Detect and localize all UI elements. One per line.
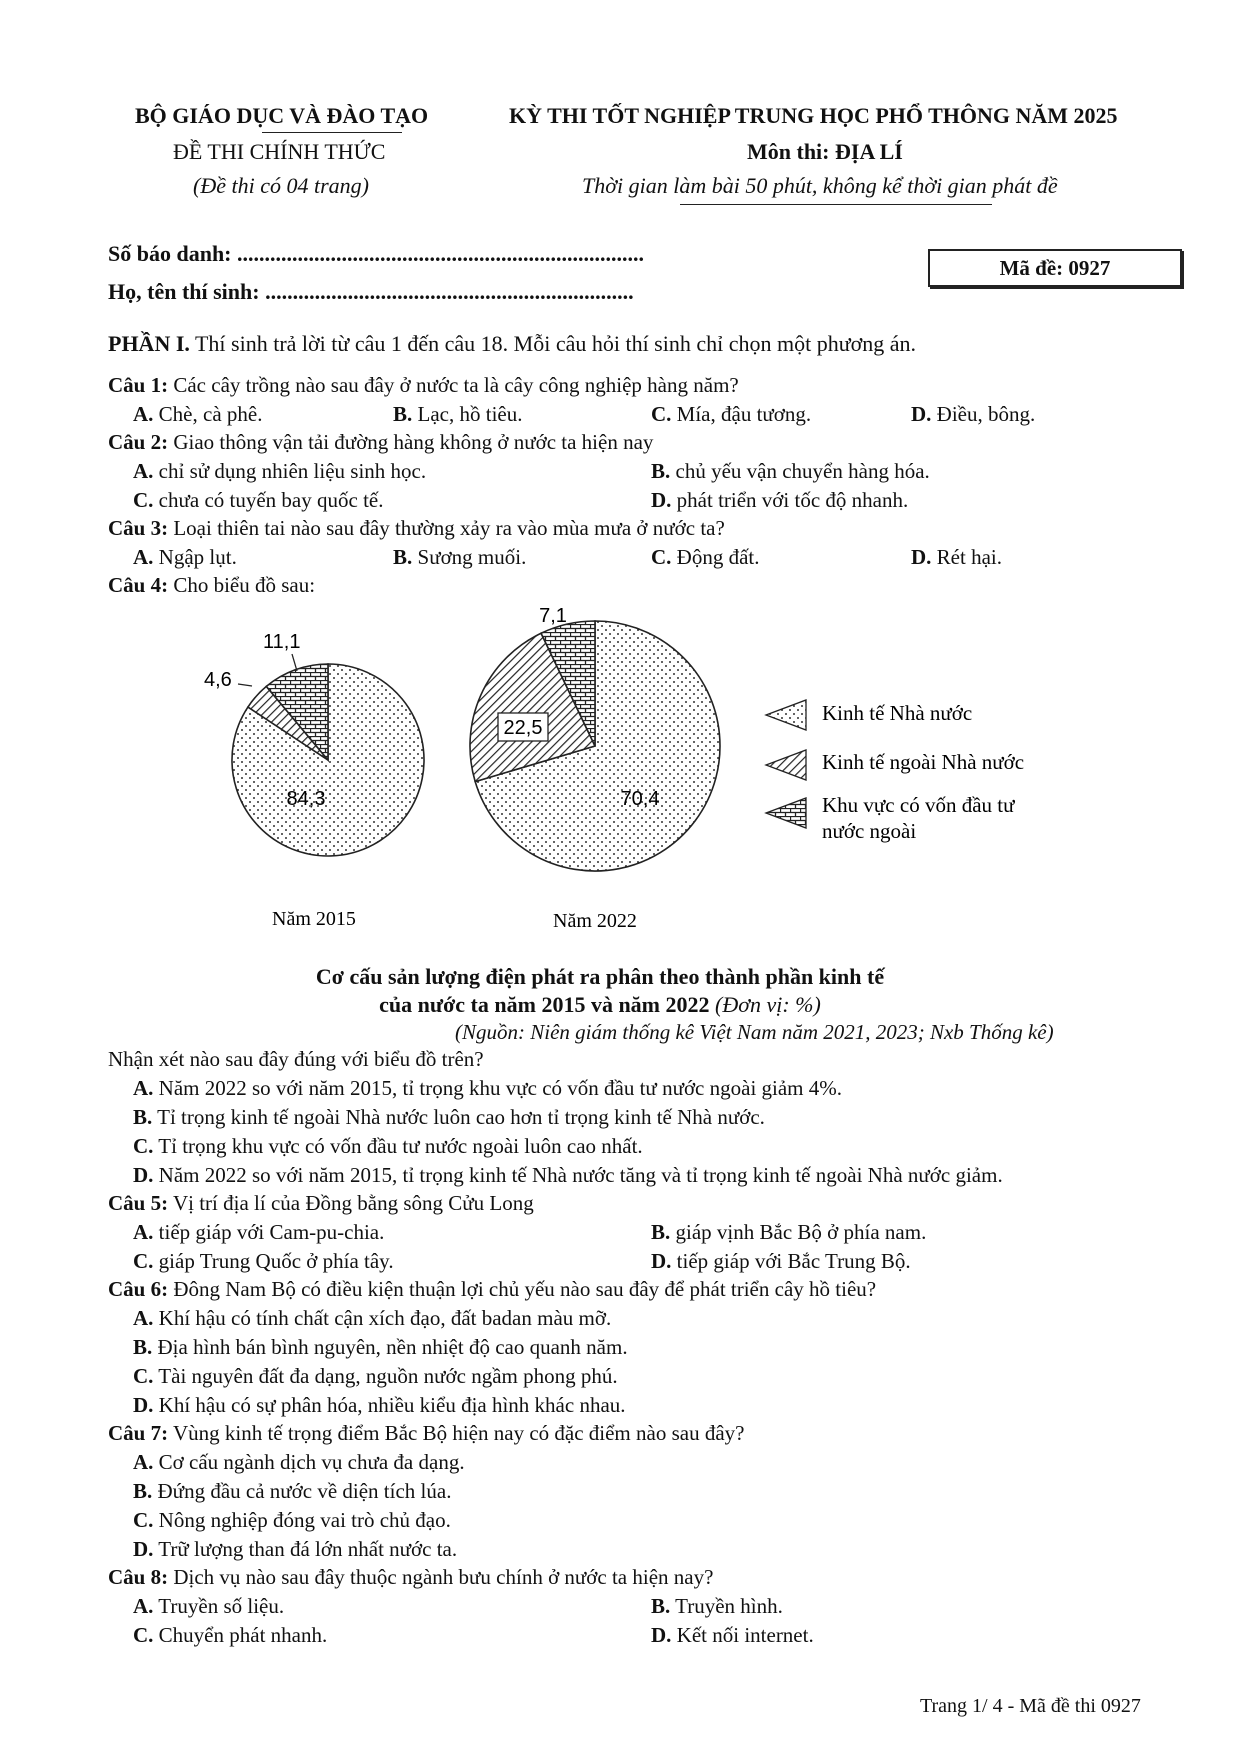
candidate-name-field: Họ, tên thí sinh: ...................................................................: [108, 279, 634, 304]
candidate-id-field: Số báo danh: ..........................................................................: [108, 241, 645, 266]
q7-option-b[interactable]: B. Đứng đầu cả nước về diện tích lúa.: [133, 1479, 452, 1503]
label-2015-fdi: 11,1: [263, 631, 301, 653]
q6-option-d[interactable]: D. Khí hậu có sự phân hóa, nhiều kiểu địa hình khác nhau.: [133, 1393, 626, 1417]
ministry-name: BỘ GIÁO DỤC VÀ ĐÀO TẠO: [135, 103, 429, 128]
question-6: [108, 1277, 876, 1302]
part-label: PHẦN I.: [108, 331, 190, 356]
q1-option-d[interactable]: D. Điều, bông.: [911, 402, 1036, 426]
q4-option-b[interactable]: B. Tỉ trọng kinh tế ngoài Nhà nước luôn cao hơn tỉ trọng kinh tế Nhà nước.: [133, 1105, 765, 1129]
question-number: Câu 4:: [108, 573, 169, 597]
q4-prompt: Nhận xét nào sau đây đúng với biểu đồ trên?: [108, 1047, 484, 1071]
chart-title-text: của nước ta năm 2015 và năm 2022: [379, 992, 716, 1017]
q4-option-c[interactable]: C. Tỉ trọng khu vực có vốn đầu tư nước ngoài luôn cao nhất.: [133, 1134, 643, 1158]
question-text: Dịch vụ nào sau đây thuộc ngành bưu chính ở nước ta hiện nay?: [168, 1565, 714, 1589]
subject-label: Môn thi: ĐỊA LÍ: [747, 139, 903, 164]
question-text: Các cây trồng nào sau đây ở nước ta là cây công nghiệp hàng năm?: [168, 373, 739, 397]
q2-option-a[interactable]: A. chỉ sử dụng nhiên liệu sinh học.: [133, 459, 427, 483]
label-2015-nonstate: 4,6: [204, 669, 232, 691]
exam-title: KỲ THI TỐT NGHIỆP TRUNG HỌC PHỔ THÔNG NĂM 2025: [509, 103, 1118, 128]
question-number: Câu 3:: [108, 516, 169, 540]
q8-option-c[interactable]: C. Chuyển phát nhanh.: [133, 1623, 328, 1647]
question-text: Cho biểu đồ sau:: [168, 573, 316, 597]
question-number: Câu 8:: [108, 1565, 169, 1589]
question-text: Giao thông vận tải đường hàng không ở nước ta hiện nay: [168, 430, 654, 454]
label-2022-nonstate: 22,5: [503, 717, 543, 739]
pie-label-2022: Năm 2022: [553, 910, 637, 932]
q5-option-a[interactable]: A. tiếp giáp với Cam-pu-chia.: [133, 1220, 385, 1244]
leader-2015-fdi: [292, 654, 297, 671]
q3-option-d[interactable]: D. Rét hại.: [911, 545, 1002, 569]
q4-option-a[interactable]: A. Năm 2022 so với năm 2015, tỉ trọng khu vực có vốn đầu tư nước ngoài giảm 4%.: [133, 1076, 843, 1100]
legend-swatch-state: [766, 700, 806, 730]
q5-option-b[interactable]: B. giáp vịnh Bắc Bộ ở phía nam.: [651, 1220, 927, 1244]
q8-option-a[interactable]: A. Truyền số liệu.: [133, 1594, 285, 1618]
question-text: Vùng kinh tế trọng điểm Bắc Bộ hiện nay có đặc điểm nào sau đây?: [168, 1421, 745, 1445]
question-number: Câu 6:: [108, 1277, 169, 1301]
legend-label-fdi-2: nước ngoài: [822, 819, 917, 843]
q8-option-d[interactable]: D. Kết nối internet.: [651, 1623, 814, 1647]
legend-swatch-fdi: [766, 798, 806, 828]
q4-option-d[interactable]: D. Năm 2022 so với năm 2015, tỉ trọng kinh tế Nhà nước tăng và tỉ trọng kinh tế ngoài Nhà nước giảm.: [133, 1163, 1003, 1187]
exam-time: Thời gian làm bài 50 phút, không kể thời gian phát đề: [582, 173, 1058, 198]
legend-label-nonstate: Kinh tế ngoài Nhà nước: [822, 750, 1025, 774]
legend: [766, 700, 1024, 843]
q7-option-a[interactable]: A. Cơ cấu ngành dịch vụ chưa đa dạng.: [133, 1450, 465, 1474]
chart-title-line2: [0, 992, 1200, 1018]
q6-option-b[interactable]: B. Địa hình bán bình nguyên, nền nhiệt độ cao quanh năm.: [133, 1335, 628, 1359]
pie-2015: [232, 664, 424, 856]
page-footer: Trang 1/ 4 - Mã đề thi 0927: [920, 1695, 1141, 1717]
q6-option-a[interactable]: A. Khí hậu có tính chất cận xích đạo, đất badan màu mỡ.: [133, 1306, 612, 1330]
chart-unit: (Đơn vị: %): [715, 992, 821, 1017]
label-2022-fdi: 7,1: [539, 605, 567, 627]
q2-option-d[interactable]: D. phát triển với tốc độ nhanh.: [651, 488, 909, 512]
q3-option-c[interactable]: C. Động đất.: [651, 545, 760, 569]
chart-title-line1: Cơ cấu sản lượng điện phát ra phân theo thành phần kinh tế: [315, 964, 885, 989]
leader-2015-nonstate: [238, 684, 252, 686]
part-text: Thí sinh trả lời từ câu 1 đến câu 18. Mỗi câu hỏi thí sinh chỉ chọn một phương án.: [189, 331, 917, 356]
question-7: [108, 1421, 744, 1446]
q6-option-c[interactable]: C. Tài nguyên đất đa dạng, nguồn nước ngầm phong phú.: [133, 1364, 618, 1388]
question-number: Câu 2:: [108, 430, 169, 454]
q7-option-c[interactable]: C. Nông nghiệp đóng vai trò chủ đạo.: [133, 1508, 451, 1532]
official-label: ĐỀ THI CHÍNH THỨC: [173, 139, 386, 164]
q1-option-a[interactable]: A. Chè, cà phê.: [133, 402, 263, 426]
pie-label-2015: Năm 2015: [272, 908, 356, 930]
q7-option-d[interactable]: D. Trữ lượng than đá lớn nhất nước ta.: [133, 1537, 458, 1561]
question-5: [108, 1191, 534, 1216]
question-text: Vị trí địa lí của Đồng bằng sông Cửu Long: [168, 1191, 534, 1215]
question-text: Đông Nam Bộ có điều kiện thuận lợi chủ yếu nào sau đây để phát triển cây hồ tiêu?: [168, 1277, 877, 1301]
q5-option-d[interactable]: D. tiếp giáp với Bắc Trung Bộ.: [651, 1249, 911, 1273]
question-number: Câu 5:: [108, 1191, 169, 1215]
label-2015-state: 84,3: [286, 788, 326, 810]
q8-option-b[interactable]: B. Truyền hình.: [651, 1594, 783, 1618]
q2-option-b[interactable]: B. chủ yếu vận chuyển hàng hóa.: [651, 459, 930, 483]
q1-option-b[interactable]: B. Lạc, hồ tiêu.: [393, 402, 523, 426]
q1-option-c[interactable]: C. Mía, đậu tương.: [651, 402, 812, 426]
question-text: Loại thiên tai nào sau đây thường xảy ra vào mùa mưa ở nước ta?: [168, 516, 725, 540]
q3-option-a[interactable]: A. Ngập lụt.: [133, 545, 237, 569]
legend-label-fdi-1: Khu vực có vốn đầu tư: [822, 793, 1015, 817]
legend-swatch-nonstate: [766, 750, 806, 780]
q5-option-c[interactable]: C. giáp Trung Quốc ở phía tây.: [133, 1249, 394, 1273]
q2-option-c[interactable]: C. chưa có tuyến bay quốc tế.: [133, 488, 384, 512]
exam-code: Mã đề: 0927: [999, 256, 1111, 280]
legend-label-state: Kinh tế Nhà nước: [822, 701, 973, 725]
question-8: [108, 1565, 713, 1590]
q3-option-b[interactable]: B. Sương muối.: [393, 545, 527, 569]
label-2022-state: 70,4: [620, 788, 660, 810]
page-count: (Đề thi có 04 trang): [193, 173, 369, 198]
question-number: Câu 1:: [108, 373, 169, 397]
pie-2022: [470, 621, 720, 871]
chart-source: (Nguồn: Niên giám thống kê Việt Nam năm 2021, 2023; Nxb Thống kê): [455, 1020, 1054, 1044]
question-number: Câu 7:: [108, 1421, 169, 1445]
